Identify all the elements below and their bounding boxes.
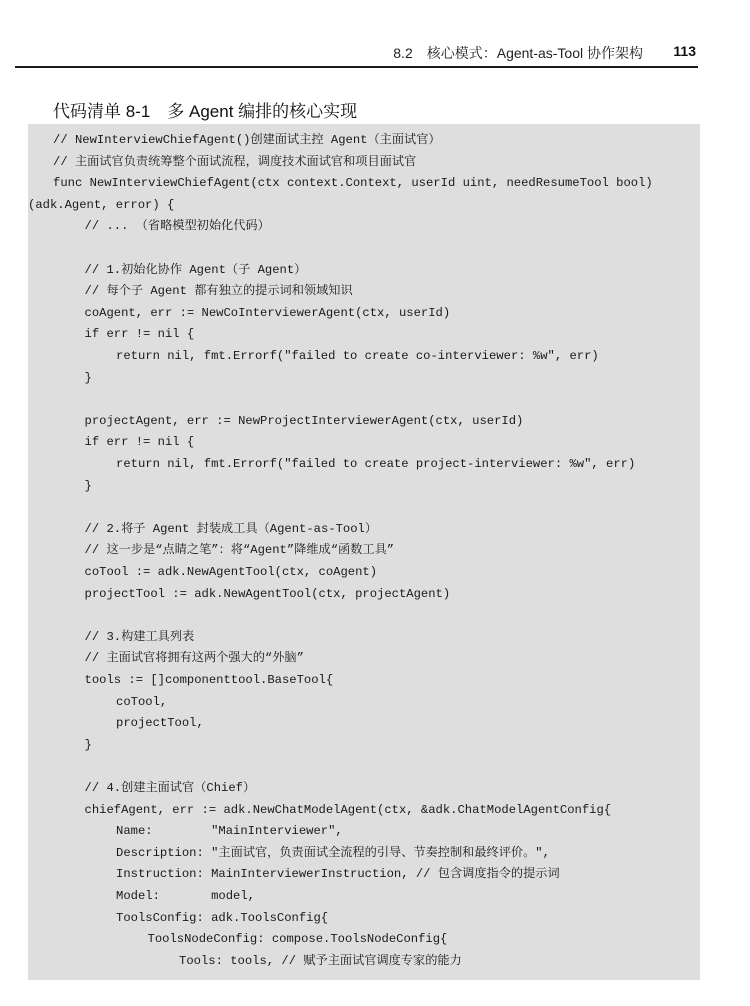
code-line: return nil, fmt.Errorf("failed to create project-interviewer: %w", err) <box>116 457 636 471</box>
code-line: projectTool := adk.NewAgentTool(ctx, projectAgent) <box>84 586 451 601</box>
section-title: 8.2 核心模式：Agent-as-Tool 协作架构 <box>393 45 643 61</box>
code-line: // NewInterviewChiefAgent()创建面试主控 Agent（主面试官） <box>53 133 441 147</box>
code-line: } <box>84 478 92 493</box>
code-line: tools := []componenttool.BaseTool{ <box>84 673 334 687</box>
code-line: if err != nil { <box>84 327 195 342</box>
code-line: projectAgent, err := NewProjectInterviewerAgent(ctx, userId) <box>84 413 524 428</box>
code-listing <box>28 124 700 980</box>
code-line: coAgent, err := NewCoInterviewerAgent(ctx, userId) <box>84 305 451 320</box>
code-line: ToolsNodeConfig: compose.ToolsNodeConfig{ <box>147 932 448 947</box>
running-header <box>15 40 698 68</box>
code-line: // 主面试官负责统筹整个面试流程，调度技术面试官和项目面试官 <box>53 154 417 169</box>
code-line: Description: "主面试官，负责面试全流程的引导、节奏控制和最终评价。", <box>116 845 550 860</box>
code-line: coTool := adk.NewAgentTool(ctx, coAgent) <box>84 565 378 579</box>
code-line: projectTool, <box>116 716 204 731</box>
code-line: return nil, fmt.Errorf("failed to create co-interviewer: %w", err) <box>116 349 599 363</box>
listing-title: 代码清单 8-1 多 Agent 编排的核心实现 <box>53 102 358 121</box>
code-line: // 2.将子 Agent 封装成工具（Agent-as-Tool） <box>84 521 378 536</box>
code-line: // 1.初始化协作 Agent（子 Agent） <box>84 262 307 277</box>
code-line: // ... （省略模型初始化代码） <box>84 219 270 234</box>
code-line: // 这一步是“点睛之笔”：将“Agent”降维成“函数工具” <box>84 543 395 558</box>
code-line: // 主面试官将拥有这两个强大的“外脑” <box>84 651 304 666</box>
code-line: coTool, <box>116 694 168 709</box>
code-line: } <box>84 737 92 752</box>
code-line: ToolsConfig: adk.ToolsConfig{ <box>116 910 329 925</box>
code-line: // 每个子 Agent 都有独立的提示词和领域知识 <box>84 284 353 299</box>
code-line: } <box>84 370 92 385</box>
code-line: Model: model, <box>116 889 255 903</box>
code-line: Instruction: MainInterviewerInstruction, // 包含调度指令的提示词 <box>116 867 560 882</box>
code-line: Name: "MainInterviewer", <box>116 824 343 839</box>
code-line: // 4.创建主面试官（Chief） <box>84 781 256 795</box>
code-line: // 3.构建工具列表 <box>84 629 195 644</box>
code-line: Tools: tools, // 赋予主面试官调度专家的能力 <box>179 953 462 968</box>
code-line: func NewInterviewChiefAgent(ctx context.Context, userId uint, needResumeTool bool) <box>53 176 653 191</box>
page-number: 113 <box>673 43 696 59</box>
code-line: if err != nil { <box>84 435 195 450</box>
code-line: (adk.Agent, error) { <box>28 197 175 212</box>
code-line: chiefAgent, err := adk.NewChatModelAgent(ctx, &adk.ChatModelAgentConfig{ <box>84 802 612 817</box>
